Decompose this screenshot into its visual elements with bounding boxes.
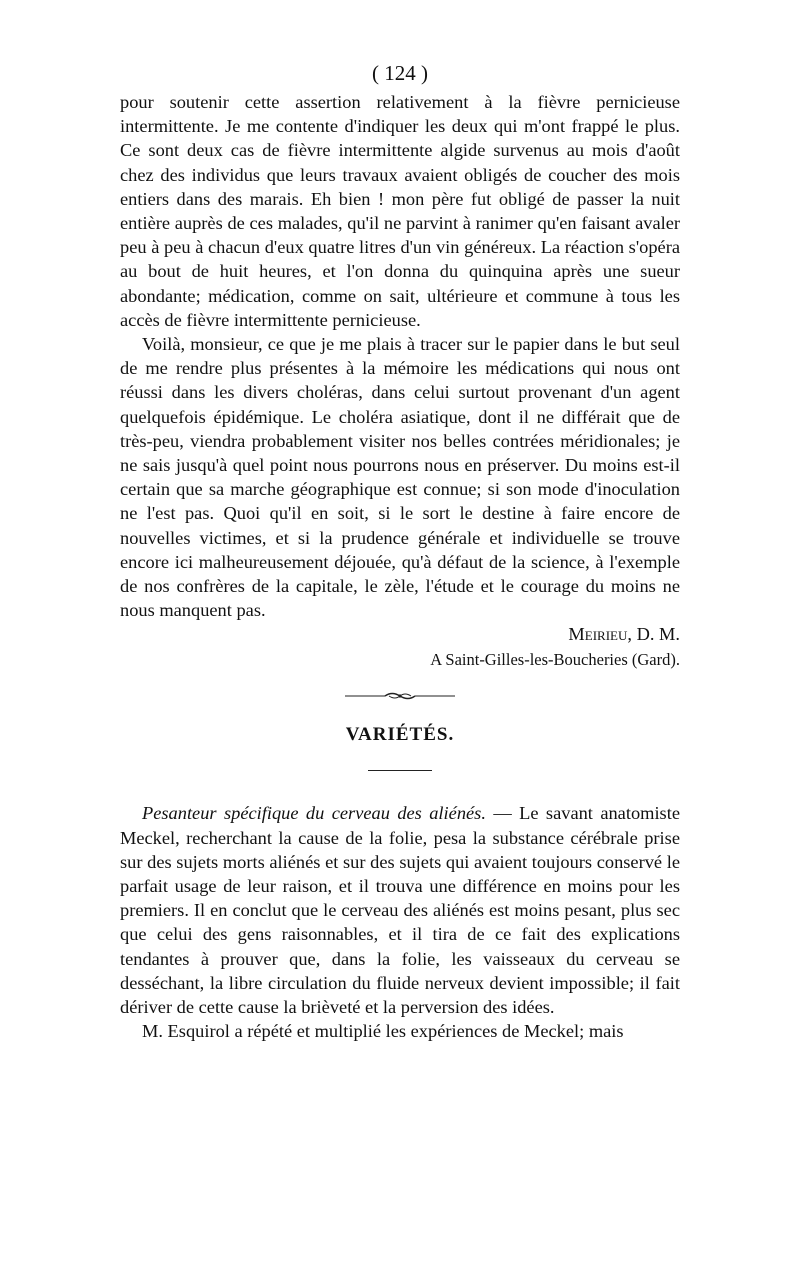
ornament-divider xyxy=(120,690,680,702)
page-number: ( 124 ) xyxy=(372,61,428,85)
section-title: VARIÉTÉS. xyxy=(345,724,455,746)
ornament-flourish-icon xyxy=(345,690,455,702)
signature-author xyxy=(120,622,680,647)
article-title: Pesanteur spécifique du cerveau des aliénés. xyxy=(142,803,486,824)
book-page xyxy=(120,58,680,1044)
section-rule xyxy=(368,770,432,771)
signature-place: A Saint-Gilles-les-Boucheries (Gard). xyxy=(430,650,680,670)
author-name: Meirieu xyxy=(568,624,628,645)
paragraph-esquirol: M. Esquirol a répété et multiplié les expériences de Meckel; mais xyxy=(142,1021,624,1042)
article-body: — Le savant anatomiste Meckel, recherchant la cause de la folie, pesa la substance cérébrale prise sur des sujets morts aliénés et sur des sujets qui avaient toujours conservé le parfait usage de leur raison, et il trouva une différence en moins pour les premiers. Il en conclut que le cerveau des aliénés est moins pesant, plus sec que celui des gens raisonnables, et il tira de ce fait des explications tendantes à prouver que, dans la folie, les vaisseaux du cerveau se desséchant, la libre circulation du fluide nerveux devient impossible; il fait dériver de cette cause la brièveté et la perversion des idées. xyxy=(120,803,680,1018)
author-title: , D. M. xyxy=(627,624,680,645)
paragraph-meckel xyxy=(120,801,680,1019)
paragraph-cholera: Voilà, monsieur, ce que je me plais à tracer sur le papier dans le but seul de me rendre plus présentes à la mémoire les médications qui nous ont réussi dans les divers choléras, dans celui surtout provenant d'un agent quelquefois épidémique. Le choléra asiatique, dont il ne différait que de très-peu, viendra probablement visiter nos belles contrées méridionales; je ne sais jusqu'à quel point nous pourrons nous en préserver. Du moins est-il certain que sa marche géographique est connue; si son mode d'inoculation ne l'est pas. Quoi qu'il en soit, si le sort le destine à faire encore de nouvelles victimes, et si la prudence générale et individuelle se trouve encore ici malheureusement déjouée, qu'à défaut de la science, à l'exemple de nos confrères de la capitale, le zèle, l'étude et le courage du moins ne nous manquent pas. xyxy=(120,334,680,621)
paragraph-fever-cases: pour soutenir cette assertion relativement à la fièvre pernicieuse intermittente. Je me contente d'indiquer les deux qui m'ont frappé le plus. Ce sont deux cas de fièvre intermittente algide survenus au mois d'août chez des individus que leurs travaux avaient obligés de coucher des mois entiers dans des marais. Eh bien ! mon père fut obligé de passer la nuit entière auprès de ces malades, qu'il ne parvint à ranimer qu'en faisant avaler peu à peu à chacun d'eux quatre litres d'un vin généreux. La réaction s'opéra au bout de huit heures, et l'on donna du quinquina après une sueur abondante; médication, comme on sait, ultérieure et commune à tous les accès de fièvre intermittente pernicieuse. xyxy=(120,92,680,330)
